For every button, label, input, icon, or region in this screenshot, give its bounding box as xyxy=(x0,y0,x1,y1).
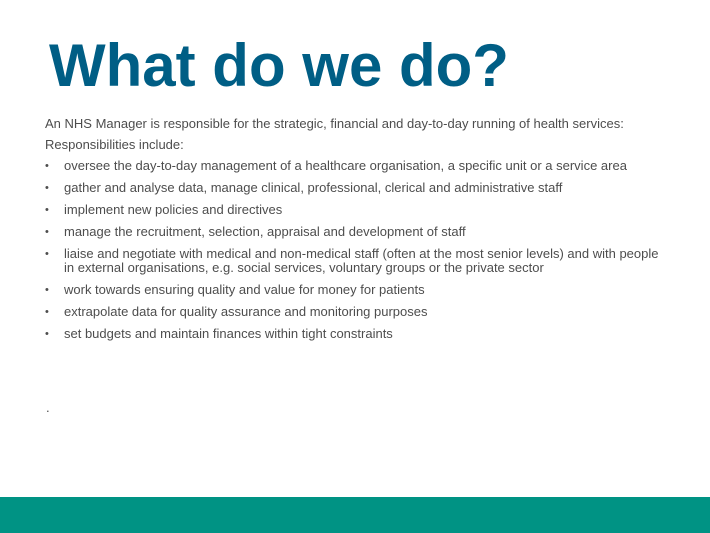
bullet-icon: • xyxy=(45,306,49,318)
bullet-icon: • xyxy=(45,226,49,238)
responsibility-text: set budgets and maintain finances within tight constraints xyxy=(64,326,393,341)
responsibility-text: implement new policies and directives xyxy=(64,202,283,217)
responsibility-item xyxy=(45,283,660,297)
responsibility-item xyxy=(45,247,660,275)
bullet-icon: • xyxy=(45,160,49,172)
responsibility-item xyxy=(45,225,660,239)
responsibility-text: gather and analyse data, manage clinical, professional, clerical and administrative staff xyxy=(64,180,563,195)
responsibility-item xyxy=(45,305,660,319)
slide-content xyxy=(45,117,660,349)
bullet-icon: • xyxy=(45,284,49,296)
responsibility-item xyxy=(45,327,660,341)
bullet-icon: • xyxy=(45,248,49,260)
responsibilities-heading: Responsibilities include: xyxy=(45,137,184,152)
responsibility-text: work towards ensuring quality and value for money for patients xyxy=(64,282,425,297)
responsibility-text: oversee the day-to-day management of a healthcare organisation, a specific unit or a service area xyxy=(64,158,627,173)
responsibility-item xyxy=(45,203,660,217)
responsibilities-list xyxy=(45,159,660,341)
bullet-icon: • xyxy=(45,182,49,194)
intro-text: An NHS Manager is responsible for the strategic, financial and day-to-day running of health services: xyxy=(45,116,624,131)
responsibility-text: manage the recruitment, selection, appraisal and development of staff xyxy=(64,224,466,239)
responsibility-item xyxy=(45,159,660,173)
responsibility-item xyxy=(45,181,660,195)
bullet-icon: • xyxy=(45,204,49,216)
slide-title: What do we do? xyxy=(49,32,509,99)
trailing-text: . xyxy=(46,400,50,415)
responsibility-text: extrapolate data for quality assurance and monitoring purposes xyxy=(64,304,428,319)
footer-band xyxy=(0,497,710,533)
responsibility-text: liaise and negotiate with medical and non-medical staff (often at the most senior levels) and with people in external organisations, e.g. social services, voluntary groups or the private sector xyxy=(64,246,659,275)
bullet-icon: • xyxy=(45,328,49,340)
